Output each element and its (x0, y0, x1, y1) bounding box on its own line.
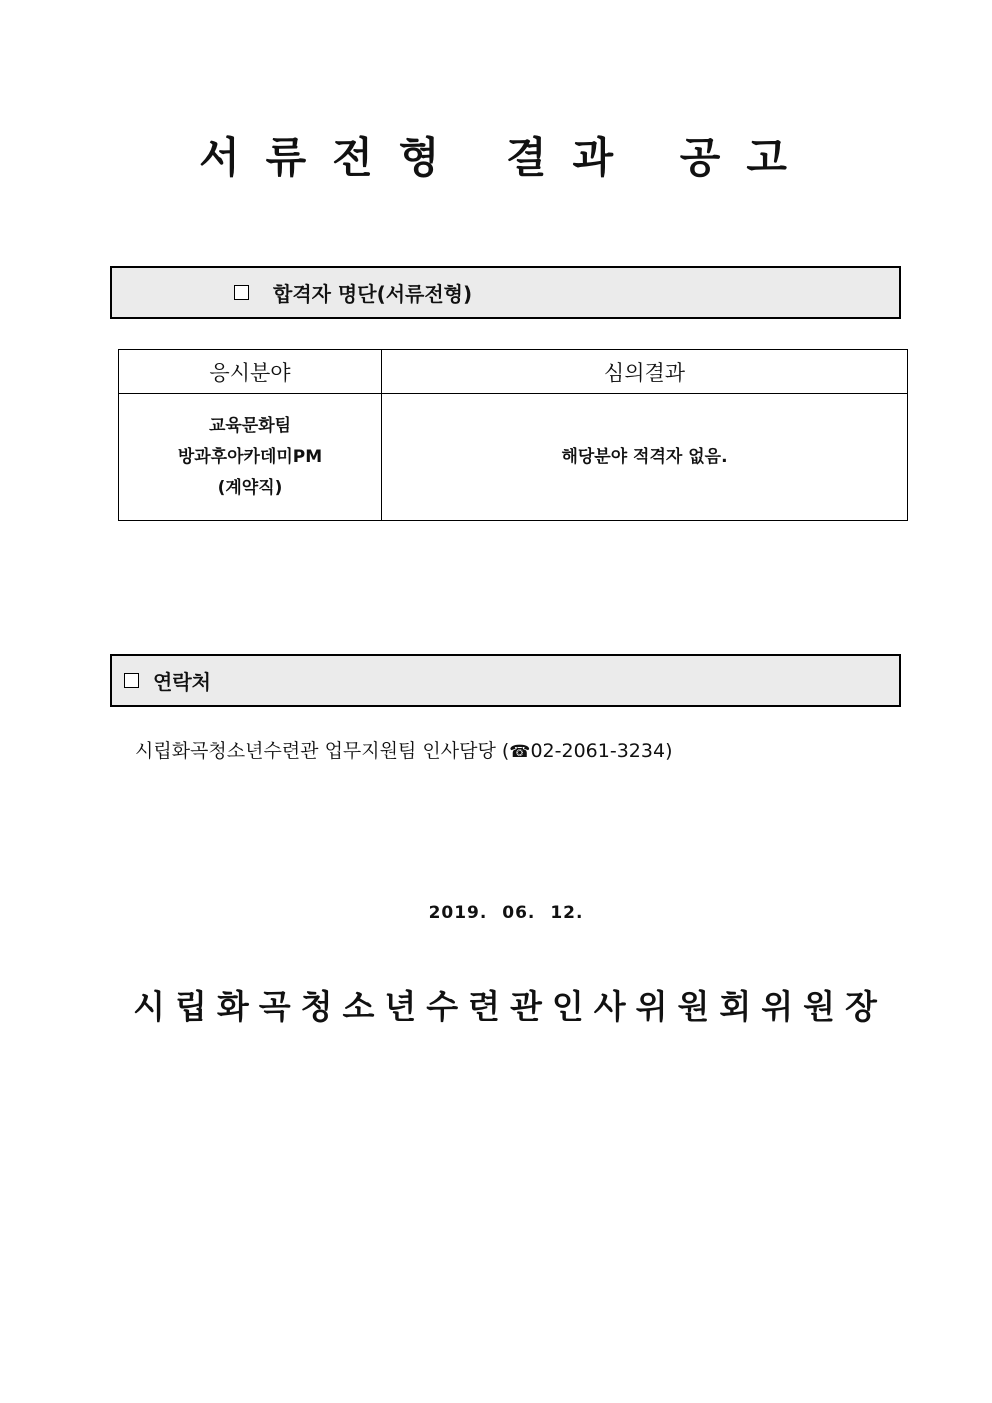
table-row (119, 394, 908, 521)
section-heading: 합격자 명단(서류전형) (273, 282, 473, 306)
checkbox-icon (124, 673, 139, 688)
date-day: 12. (550, 903, 584, 923)
contact-line (135, 736, 673, 763)
field-cell (119, 394, 382, 521)
table-header-row (119, 350, 908, 394)
result-table (118, 349, 908, 521)
result-cell: 해당분야 적격자 없음. (382, 394, 908, 521)
field-line: (계약직) (217, 477, 283, 498)
signature-line: 시립화곡청소년수련관인사위원회위원장 (133, 987, 887, 1026)
date-year: 2019. (428, 903, 488, 923)
phone-number: 02-2061-3234 (530, 740, 666, 762)
paren-open: ( (501, 740, 510, 762)
date-month: 06. (502, 903, 536, 923)
checkbox-icon (234, 285, 249, 300)
field-line: 방과후아카데미PM (177, 446, 323, 467)
phone-icon: ☎ (509, 742, 531, 762)
section-header-passers (110, 266, 901, 319)
column-header-field: 응시분야 (119, 350, 382, 394)
column-header-result: 심의결과 (382, 350, 908, 394)
field-line: 교육문화팀 (208, 415, 292, 436)
page-title: 서류전형 결과 공고 (199, 133, 813, 182)
announcement-date (0, 903, 992, 923)
contact-text: 시립화곡청소년수련관 업무지원팀 인사담당 (135, 740, 496, 762)
paren-close: ) (665, 740, 673, 762)
section-heading: 연락처 (153, 670, 211, 694)
section-header-contact (110, 654, 901, 707)
